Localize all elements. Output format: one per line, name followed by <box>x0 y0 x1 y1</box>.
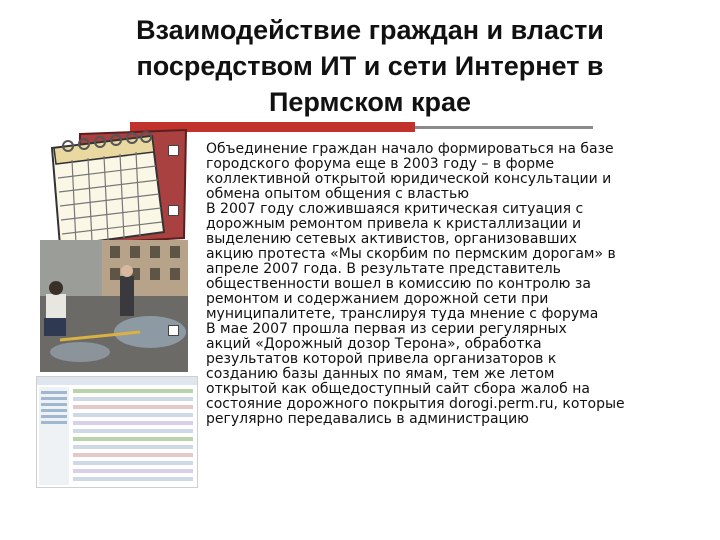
title-line: Пермском крае <box>269 87 471 117</box>
bullet-line: обмена опытом общения с властью <box>206 186 469 202</box>
bullet-line: муниципалитете, транслируя туда мнение с форума <box>206 306 599 322</box>
road-photo <box>40 240 188 372</box>
bullet-line: В 2007 году сложившаяся критическая ситуация с <box>206 201 584 217</box>
bullet-line: результатов которой привела организаторов к <box>206 351 557 367</box>
title-underline-gray <box>415 126 593 129</box>
bullet-item <box>168 322 698 427</box>
slide-title <box>90 12 650 120</box>
road-photo <box>40 240 188 372</box>
bullet-line: В мае 2007 прошла первая из серии регулярных <box>206 321 567 337</box>
bullet-item <box>168 202 698 322</box>
bullet-line: общественности вошел в комиссию по контролю за <box>206 276 591 292</box>
bullet-line: Объединение граждан начало формироваться на базе <box>206 141 614 157</box>
bullet-line: открытой как общедоступный сайт сбора жалоб на <box>206 381 590 397</box>
square-bullet-icon <box>168 325 179 336</box>
bullet-line: выделению сетевых активистов, организовавших <box>206 231 577 247</box>
bullet-line: акцию протеста «Мы скорбим по пермским дорогам» в <box>206 246 616 262</box>
bullet-line: созданию базы данных по ямам, тем же летом <box>206 366 555 382</box>
bullet-line: апреле 2007 года. В результате представитель <box>206 261 561 277</box>
bullet-line: акций «Дорожный дозор Терона», обработка <box>206 336 542 352</box>
bullet-line: состояние дорожного покрытия dorogi.perm.ru, которые <box>206 396 625 412</box>
bullet-line: дорожным ремонтом привела к кристаллизации и <box>206 216 582 232</box>
bullet-line: коллективной открытой юридической консультации и <box>206 171 612 187</box>
bullet-line: регулярно передавались в администрацию <box>206 411 529 427</box>
title-line: посредством ИТ и сети Интернет в <box>136 51 604 81</box>
bullet-item <box>168 142 698 202</box>
bullet-list <box>168 142 698 427</box>
square-bullet-icon <box>168 205 179 216</box>
title-line: Взаимодействие граждан и власти <box>136 15 604 45</box>
bullet-line: городского форума еще в 2003 году – в форме <box>206 156 555 172</box>
square-bullet-icon <box>168 145 179 156</box>
bullet-line: ремонтом и содержанием дорожной сети при <box>206 291 549 307</box>
